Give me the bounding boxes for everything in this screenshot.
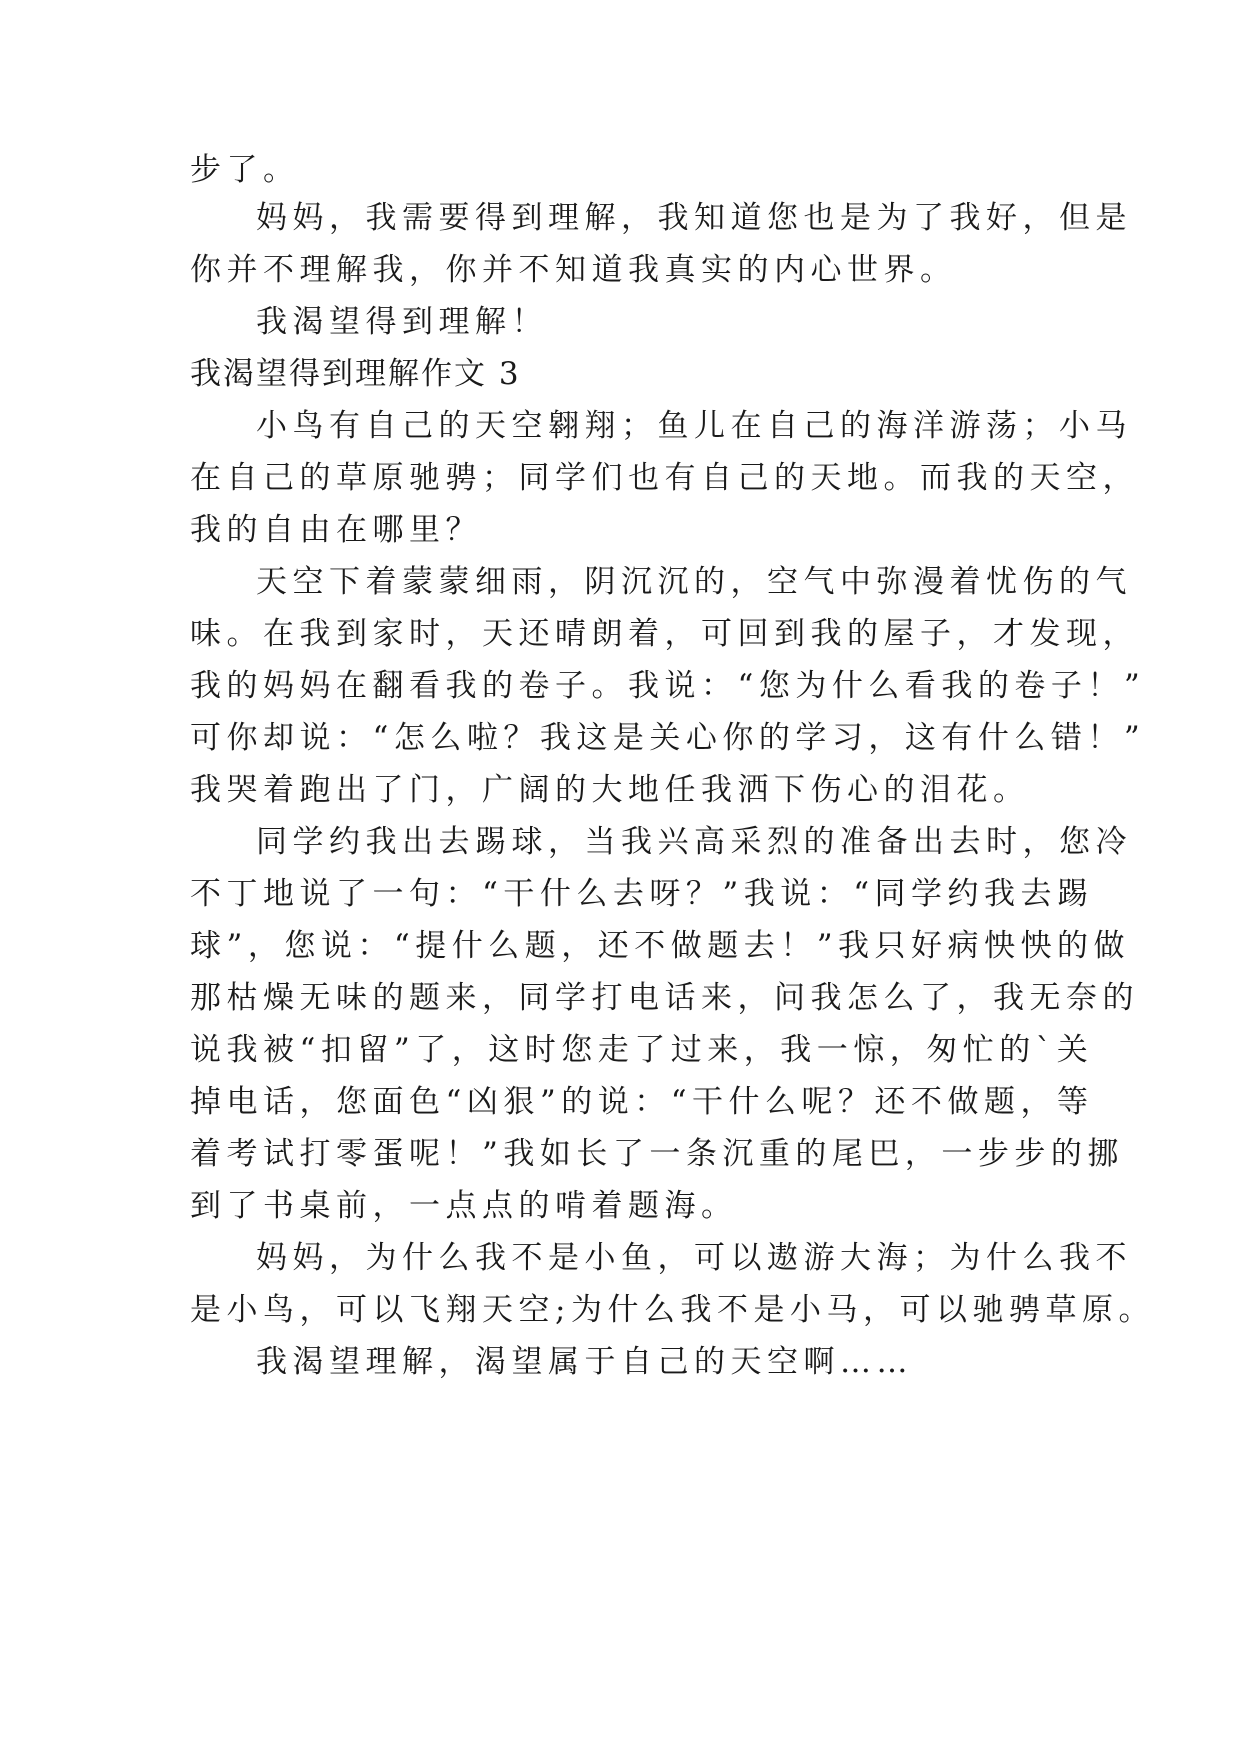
- paragraph-line: 不丁地说了一句：“干什么去呀？”我说：“同学约我去踢: [190, 876, 1094, 912]
- paragraph-line: 妈妈，我需要得到理解，我知道您也是为了我好，但是: [256, 200, 1132, 236]
- paragraph-line: 味。在我到家时，天还晴朗着，可回到我的屋子，才发现，: [190, 616, 1139, 652]
- paragraph-line: 着考试打零蛋呢！”我如长了一条沉重的尾巴，一步步的挪: [190, 1136, 1124, 1172]
- paragraph-line: 同学约我出去踢球，当我兴高采烈的准备出去时，您冷: [256, 824, 1132, 860]
- paragraph-line: 你并不理解我，你并不知道我真实的内心世界。: [190, 252, 957, 288]
- paragraph-line: 我的妈妈在翻看我的卷子。我说：“您为什么看我的卷子！”: [190, 668, 1146, 704]
- paragraph-line: 到了书桌前，一点点的啃着题海。: [190, 1188, 738, 1224]
- section-title: 我渴望得到理解作文 3: [190, 356, 521, 392]
- paragraph-line: 我的自由在哪里？: [190, 512, 482, 548]
- paragraph-line: 掉电话，您面色“凶狠”的说：“干什么呢？还不做题，等: [190, 1084, 1094, 1120]
- paragraph-line: 我渴望理解，渴望属于自己的天空啊……: [256, 1344, 913, 1380]
- paragraph-line: 球”，您说：“提什么题，还不做题去！”我只好病怏怏的做: [190, 928, 1131, 964]
- paragraph-line: 在自己的草原驰骋；同学们也有自己的天地。而我的天空，: [190, 460, 1139, 496]
- paragraph-line: 步了。: [190, 152, 300, 188]
- paragraph-line: 天空下着蒙蒙细雨，阴沉沉的，空气中弥漫着忧伤的气: [256, 564, 1132, 600]
- paragraph-line: 我渴望得到理解！: [256, 304, 548, 340]
- paragraph-line: 妈妈，为什么我不是小鱼，可以遨游大海；为什么我不: [256, 1240, 1132, 1276]
- paragraph-line: 小鸟有自己的天空翱翔；鱼儿在自己的海洋游荡；小马: [256, 408, 1132, 444]
- paragraph-line: 那枯燥无味的题来，同学打电话来，问我怎么了，我无奈的: [190, 980, 1139, 1016]
- paragraph-line: 是小鸟，可以飞翔天空;为什么我不是小马，可以驰骋草原。: [190, 1292, 1155, 1328]
- paragraph-line: 可你却说：“怎么啦？我这是关心你的学习，这有什么错！”: [190, 720, 1146, 756]
- paragraph-line: 说我被“扣留”了，这时您走了过来，我一惊，匆忙的`关: [190, 1032, 1094, 1068]
- paragraph-line: 我哭着跑出了门，广阔的大地任我洒下伤心的泪花。: [190, 772, 1030, 808]
